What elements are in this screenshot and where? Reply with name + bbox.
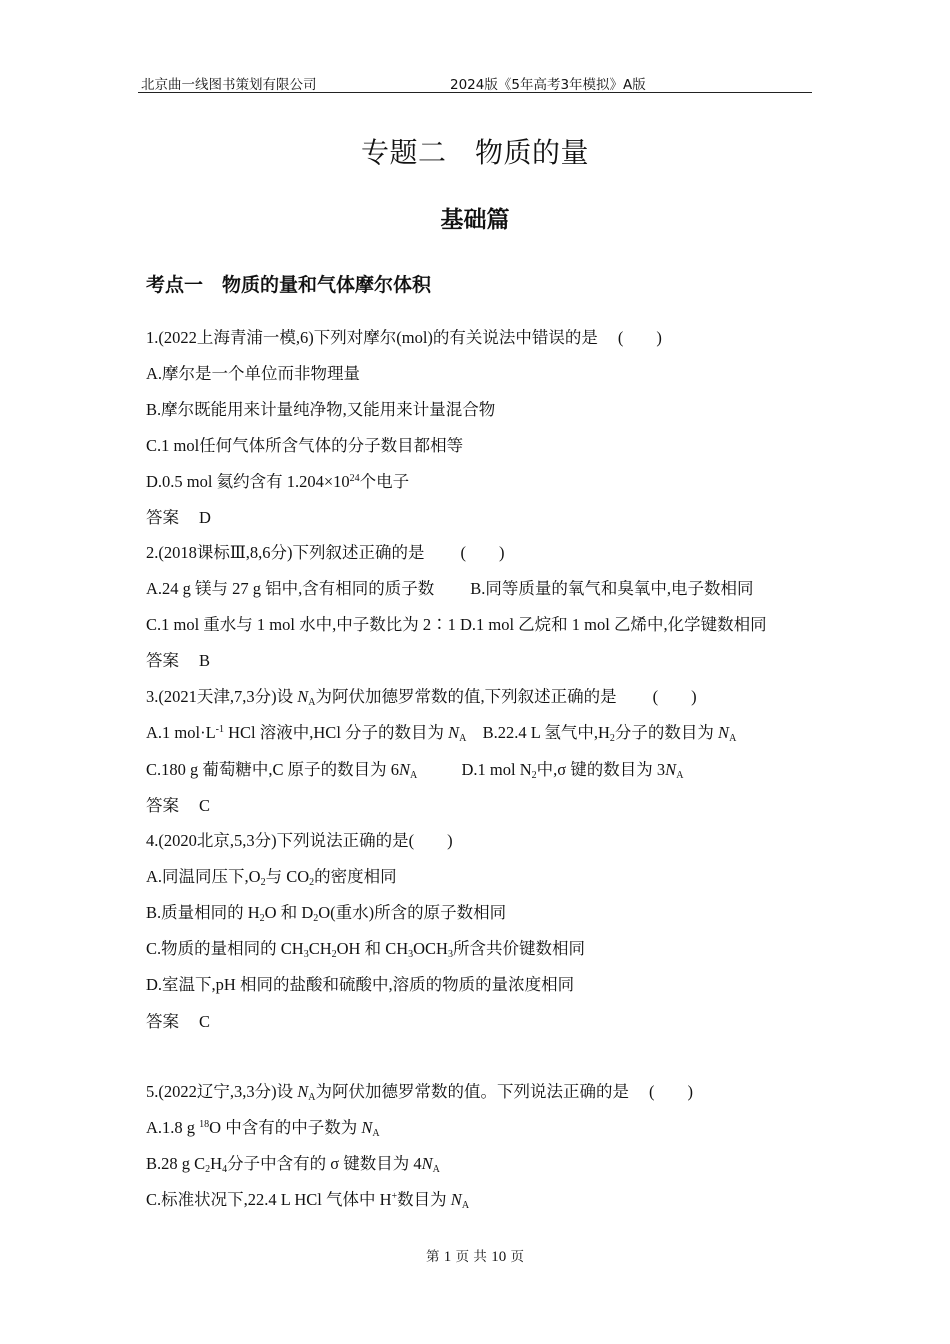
question-4-answer: 答案 C	[146, 1012, 211, 1031]
question-1-answer: 答案 D	[146, 508, 211, 527]
part-title: 基础篇	[440, 207, 510, 233]
chapter-title: 专题二 物质的量	[360, 136, 589, 169]
question-2-options-cd: C.1 mol 重水与 1 mol 水中,中子数比为 2∶1 D.1 mol 乙烷和 1 mol 乙烯中,化学键数相同	[146, 615, 767, 634]
question-5-stem: 5.(2022辽宁,3,3分)设 $N_A$为阿伏加德罗常数的值。下列说法正确的是 ( )	[146, 1082, 693, 1103]
question-4-option-a: A.同温同压下$,O_2$与 $CO_2$的密度相同	[146, 867, 397, 888]
publisher-name: 北京曲一线图书策划有限公司	[141, 77, 317, 93]
question-2-options-ab: A.24 g 镁与 27 g 铝中,含有相同的质子数 B.同等质量的氧气和臭氧中,电子数相同	[146, 579, 754, 598]
question-2-stem: 2.(2018课标Ⅲ,8,6分)下列叙述正确的是 ( )	[146, 543, 505, 562]
question-3-options-cd: C.180 g 葡萄糖中,C 原子的数目为 $6N_A$ D.1 mol $N_2$中,σ 键的数目为 $3N_A$	[146, 760, 684, 781]
question-1-option-c: C.1 mol任何气体所含气体的分子数目都相等	[146, 436, 464, 455]
book-title: 2024版《5年高考3年模拟》A版	[450, 77, 646, 93]
question-5-option-c: C.标准状况下,22.4 L HCl 气体中 H+数目为 $N_A$	[146, 1190, 470, 1211]
question-1-stem: 1.(2022上海青浦一模,6)下列对摩尔(mol)的有关说法中错误的是 ( )	[146, 328, 662, 347]
current-page-number: 1	[443, 1249, 452, 1265]
question-4-option-d: D.室温下,pH 相同的盐酸和硫酸中,溶质的物质的量浓度相同	[146, 975, 575, 994]
question-2-answer: 答案 B	[146, 651, 211, 670]
question-5-option-a: A.1.8 g $^{18}$O 中含有的中子数为 $N_A$	[146, 1118, 380, 1139]
question-1-option-a: A.摩尔是一个单位而非物理量	[146, 364, 361, 383]
page-header	[138, 70, 812, 93]
page-footer: 第 1 页 共 10 页	[426, 1249, 524, 1265]
question-3-stem: 3.(2021天津,7,3分)设 $N_A$为阿伏加德罗常数的值,下列叙述正确的是 ( )	[146, 687, 697, 708]
question-3-answer: 答案 C	[146, 796, 211, 815]
question-4-stem: 4.(2020北京,5,3分)下列说法正确的是( )	[146, 831, 453, 850]
question-1-option-b: B.摩尔既能用来计量纯净物,又能用来计量混合物	[146, 400, 496, 419]
question-4-option-b: B.质量相同的 $H_2O$ 和 $D_2O$(重水)所含的原子数相同	[146, 903, 507, 924]
total-page-count: 10	[491, 1249, 507, 1265]
question-3-options-ab: A.1 $mol\cdot L^{-1}$ HCl 溶液中,HCl 分子的数目为 $N_A$ B.22.4 L 氢气中$,H_2$分子的数目为 $N_A$	[146, 723, 737, 744]
question-4-option-c: C.物质的量相同的 $CH_3CH_2OH$ 和 $CH_3OCH_3$所含共价键数相同	[146, 939, 585, 960]
question-1-option-d: D.0.5 mol 氦约含有 $1.204\times 10^{24}$个电子	[146, 472, 410, 491]
question-5-option-b: B.28 g $C_2H_4$分子中含有的 σ 键数目为 $4N_A$	[146, 1154, 440, 1175]
section-heading: 考点一 物质的量和气体摩尔体积	[146, 274, 432, 296]
